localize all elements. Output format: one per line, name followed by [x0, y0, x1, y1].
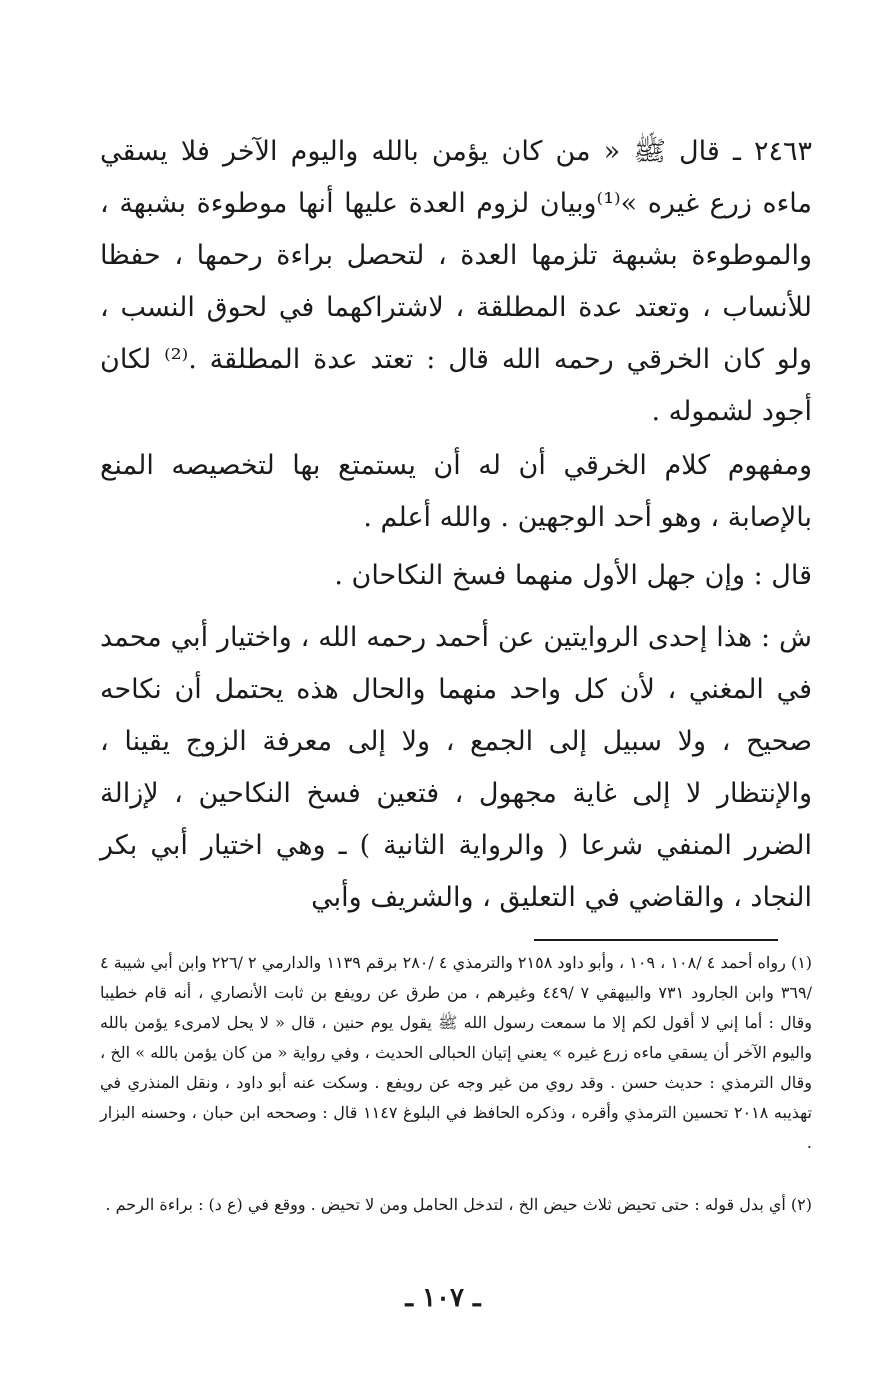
- page-number: ـ ١٠٧ ـ: [405, 1283, 481, 1313]
- body-paragraph-1: ٢٤٦٣ ـ قال ﷺ « من كان يؤمن بالله واليوم الآخر فلا يسقي ماءه زرع غيره »⁽¹⁾وبيان لزوم العدة عليها أنها موطوءة بشبهة ، والموطوءة بشبهة تلزمها العدة ، لتحصل براءة رحمها ، حفظا للأنساب ، وتعتد عدة المطلقة ، لاشتراكهما في لحوق النسب ، ولو كان الخرقي رحمه الله قال : تعتد عدة المطلقة .⁽²⁾ لكان أجود لشموله .: [100, 136, 813, 427]
- body-paragraph-3: قال : وإن جهل الأول منهما فسخ النكاحان .: [334, 560, 812, 591]
- footnote-2: (٢) أي بدل قوله : حتى تحيض ثلاث حيض الخ ، لتدخل الحامل ومن لا تحيض . ووقع في (ع د) : براءة الرحم .: [105, 1195, 812, 1214]
- footnote-1: (١) رواه أحمد ٤ /١٠٨ ، ١٠٩ ، وأبو داود ٢١٥٨ والترمذي ٤ /٢٨٠ برقم ١١٣٩ والدارمي ٢ /٢٢٦ وابن أبي شيبة ٤ /٣٦٩ وابن الجارود ٧٣١ والبيهقي ٧ /٤٤٩ وغيرهم ، من طرق عن رويفع بن ثابت الأنصاري ، أنه قام خطيبا وقال : أما إني لا أقول لكم إلا ما سمعت رسول الله ﷺ يقول يوم حنين ، قال « لا يحل لامرىء يؤمن بالله واليوم الآخر أن يسقي ماءه زرع غيره » يعني إتيان الحبالى الحديث ، وفي رواية « من كان يؤمن بالله » الخ ، وقال الترمذي : حديث حسن . وقد روي من غير وجه عن رويفع . وسكت عنه أبو داود ، ونقل المنذري في تهذيبه ٢٠١٨ تحسين الترمذي وأقره ، وذكره الحافظ في البلوغ ١١٤٧ قال : وصححه ابن حبان ، وحسنه البزار .: [100, 953, 813, 1152]
- footnote-separator: [534, 939, 778, 941]
- body-paragraph-4: ش : هذا إحدى الروايتين عن أحمد رحمه الله ، واختيار أبي محمد في المغني ، لأن كل واحد منهما والحال هذه يحتمل أن نكاحه صحيح ، ولا سبيل إلى الجمع ، ولا إلى معرفة الزوج يقينا ، والإنتظار لا إلى غاية مجهول ، فتعين فسخ النكاحين ، لإزالة الضرر المنفي شرعا ( والرواية الثانية ) ـ وهي اختيار أبي بكر النجاد ، والقاضي في التعليق ، والشريف وأبي: [100, 622, 812, 913]
- body-paragraph-2: ومفهوم كلام الخرقي أن له أن يستمتع بها لتخصيصه المنع بالإصابة ، وهو أحد الوجهين . والله أعلم .: [100, 450, 812, 533]
